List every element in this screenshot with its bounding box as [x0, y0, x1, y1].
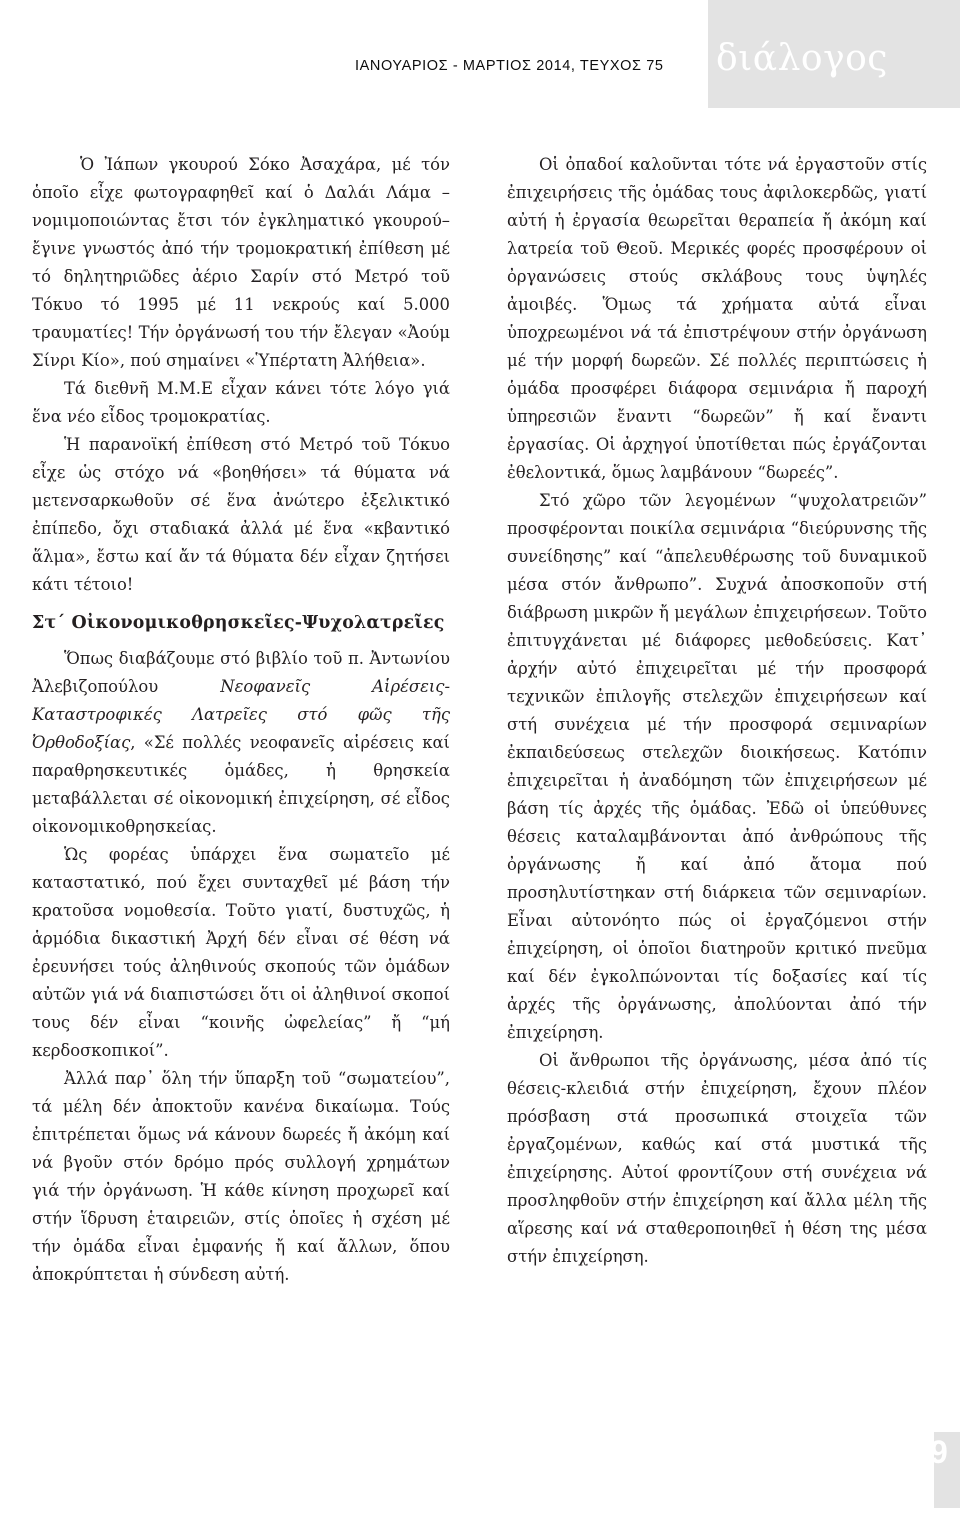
- magazine-title: διάλογος: [716, 38, 888, 79]
- issue-info: ΙΑΝΟΥΑΡΙΟΣ - ΜΑΡΤΙΟΣ 2014, ΤΕΥΧΟΣ 75: [355, 58, 664, 74]
- paragraph: Ὁ Ἰάπων γκουρού Σόκο Ἀσαχάρα, μέ τόν ὁποῖο εἶχε φωτογραφηθεῖ καί ὁ Δαλάι Λάμα –νομιμοποιώντας ἔτσι τόν ἐγκληματικό γκουρού– ἔγινε γνωστός ἀπό τήν τρομοκρατική ἐπίθεση μέ τό δηλητηριῶδες ἀέριο Σαρίν στό Μετρό τοῦ Τόκυο τό 1995 μέ 11 νεκρούς καί 5.000 τραυματίες! Τήν ὀργάνωσή του τήν ἔλεγαν «Ἀούμ Σίνρι Κίο», πού σημαίνει «Ὑπέρτατη Ἀλήθεια».: [32, 155, 450, 370]
- paragraph: Ἡ παρανοϊκή ἐπίθεση στό Μετρό τοῦ Τόκυο εἶχε ὡς στόχο νά «βοηθήσει» τά θύματα νά μετενσαρκωθοῦν σέ ἕνα ἀνώτερο ἐξελικτικό ἐπίπεδο, ὄχι σταδιακά ἀλλά μέ ἕνα «κβαντικό ἅλμα», ἔστω καί ἄν τά θύματα δέν εἶχαν ζητήσει κάτι τέτοιο!: [32, 435, 450, 594]
- paragraph: Στό χῶρο τῶν λεγομένων “ψυχολατρειῶν” προσφέρονται ποικίλα σεμινάρια “διεύρυνσης τῆς συνείδησης” καί “ἀπελευθέρωσης τοῦ δυναμικοῦ μέσα στόν ἄνθρωπο”. Συχνά ἀποσκοποῦν στή διάβρωση μικρῶν ἤ μεγάλων ἐπιχειρήσεων. Τοῦτο ἐπιτυγχάνεται μέ διάφορες μεθοδεύσεις. Κατ᾽ ἀρχήν αὐτό ἐπιχειρεῖται μέ τήν προσφορά τεχνικῶν ἐπιλογῆς στελεχῶν ἐπιχειρήσεων καί στή συνέχεια μέ τήν προσφορά σεμιναρίων ἐκπαιδεύσεως στελεχῶν διοικήσεως. Κατόπιν ἐπιχειρεῖται ἡ ἀναδόμηση τῶν ἐπιχειρήσεων μέ βάση τίς ἀρχές τῆς ὁμάδας. Ἐδῶ οἱ ὑπεύθυνες θέσεις καταλαμβάνονται ἀπό ἀνθρώπους τῆς ὀργάνωσης ἤ καί ἀπό ἄτομα πού προσηλυτίστηκαν στή διάρκεια τῶν σεμιναρίων. Εἶναι αὐτονόητο πώς οἱ ἐργαζόμενοι στήν ἐπιχείρηση, οἱ ὁποῖοι διατηροῦν κριτικό πνεῦμα καί δέν ἐγκολπώνονται τίς δοξασίες καί τίς ἀρχές τῆς ὀργάνωσης, ἀπολύονται ἀπό τήν ἐπιχείρηση.: [507, 491, 927, 1042]
- paragraph: Ἀλλά παρ᾽ ὅλη τήν ὕπαρξη τοῦ “σωματείου”, τά μέλη δέν ἀποκτοῦν κανένα δικαίωμα. Τούς ἐπιτρέπεται ὅμως νά κάνουν δωρεές ἤ ἀκόμη καί νά βγοῦν στόν δρόμο πρός συλλογή χρημάτων γιά τήν ὀργάνωση. Ἡ κάθε κίνηση προχωρεῖ καί στήν ἵδρυση ἑταιρειῶν, στίς ὁποῖες ἡ σχέση μέ τήν ὁμάδα εἶναι ἐμφανής ἤ καί ἄλλων, ὅπου ἀποκρύπτεται ἡ σύνδεση αὐτή.: [32, 1069, 450, 1284]
- right-column: [507, 151, 927, 1271]
- text-span: , «Σέ πολλές νεοφανεῖς αἱρέσεις καί παραθρησκευτικές ὁμάδες, ἡ θρησκεία μεταβάλλεται σέ οἰκονομική ἐπιχείρηση, σέ εἶδος οἰκονομικοθρησκείας.: [32, 733, 450, 836]
- paragraph: Οἱ ὀπαδοί καλοῦνται τότε νά ἐργαστοῦν στίς ἐπιχειρήσεις τῆς ὁμάδας τους ἀφιλοκερδῶς, γιατί αὐτή ἡ ἐργασία θεωρεῖται θεραπεία ἤ ἀκόμη καί λατρεία τοῦ Θεοῦ. Μερικές φορές προσφέρουν οἱ ὀργανώσεις στούς σκλάβους τους ὑψηλές ἀμοιβές. Ὅμως τά χρήματα αὐτά εἶναι ὑποχρεωμένοι νά τά ἐπιστρέψουν στήν ὀργάνωση μέ τήν μορφή δωρεῶν. Σέ πολλές περιπτώσεις ἡ ὁμάδα προσφέρει διάφορα σεμινάρια ἤ παροχή ὑπηρεσιῶν ἔναντι “δωρεῶν” ἤ καί ἔναντι ἐργασίας. Οἱ ἀρχηγοί ὑποτίθεται πώς ἐργάζονται ἐθελοντικά, ὅμως λαμβάνουν “δωρεές”.: [507, 155, 927, 482]
- book-title: Νεοφανεῖς Αἱρέσεις-Καταστροφικές Λατρεῖες στό φῶς τῆς Ὀρθοδοξίας: [32, 677, 451, 752]
- paragraph: Οἱ ἄνθρωποι τῆς ὀργάνωσης, μέσα ἀπό τίς θέσεις-κλειδιά στήν ἐπιχείρηση, ἔχουν πλέον πρόσβαση στά προσωπικά στοιχεῖα τῶν ἐργαζομένων, καθώς καί στά μυστικά τῆς ἐπιχείρησης. Αὐτοί φροντίζουν στή συνέχεια νά προσληφθοῦν στήν ἐπιχείρηση καί ἄλλα μέλη τῆς αἵρεσης καί νά σταθεροποιηθεῖ ἡ θέση της μέσα στήν ἐπιχείρηση.: [507, 1051, 927, 1266]
- paragraph: [32, 645, 450, 841]
- paragraph: Ὡς φορέας ὑπάρχει ἕνα σωματεῖο μέ καταστατικό, πού ἔχει συνταχθεῖ μέ βάση τήν κρατοῦσα νομοθεσία. Τοῦτο γιατί, δυστυχῶς, ἡ ἁρμόδια δικαστική Ἀρχή δέν εἶναι σέ θέση νά ἐρευνήσει τούς ἀληθινούς σκοπούς τῶν ὁμάδων αὐτῶν γιά νά διαπιστώσει ὅτι οἱ ἀληθινοί σκοποί τους δέν εἶναι “κοινῆς ὠφελείας” ἤ “μή κερδοσκοπικοί”.: [32, 845, 450, 1060]
- section-heading: Στ΄ Οἰκονομικοθρησκεῖες-Ψυχολατρεῖες: [32, 613, 445, 633]
- page-number: 9: [930, 1434, 948, 1470]
- left-column: [32, 151, 450, 1289]
- text-span: Ὅπως διαβάζουμε στό βιβλίο τοῦ π. Ἀντωνίου Ἀλεβιζοπούλου: [32, 649, 450, 696]
- paragraph: Τά διεθνῆ Μ.Μ.Ε εἶχαν κάνει τότε λόγο γιά ἕνα νέο εἶδος τρομοκρατίας.: [32, 379, 450, 426]
